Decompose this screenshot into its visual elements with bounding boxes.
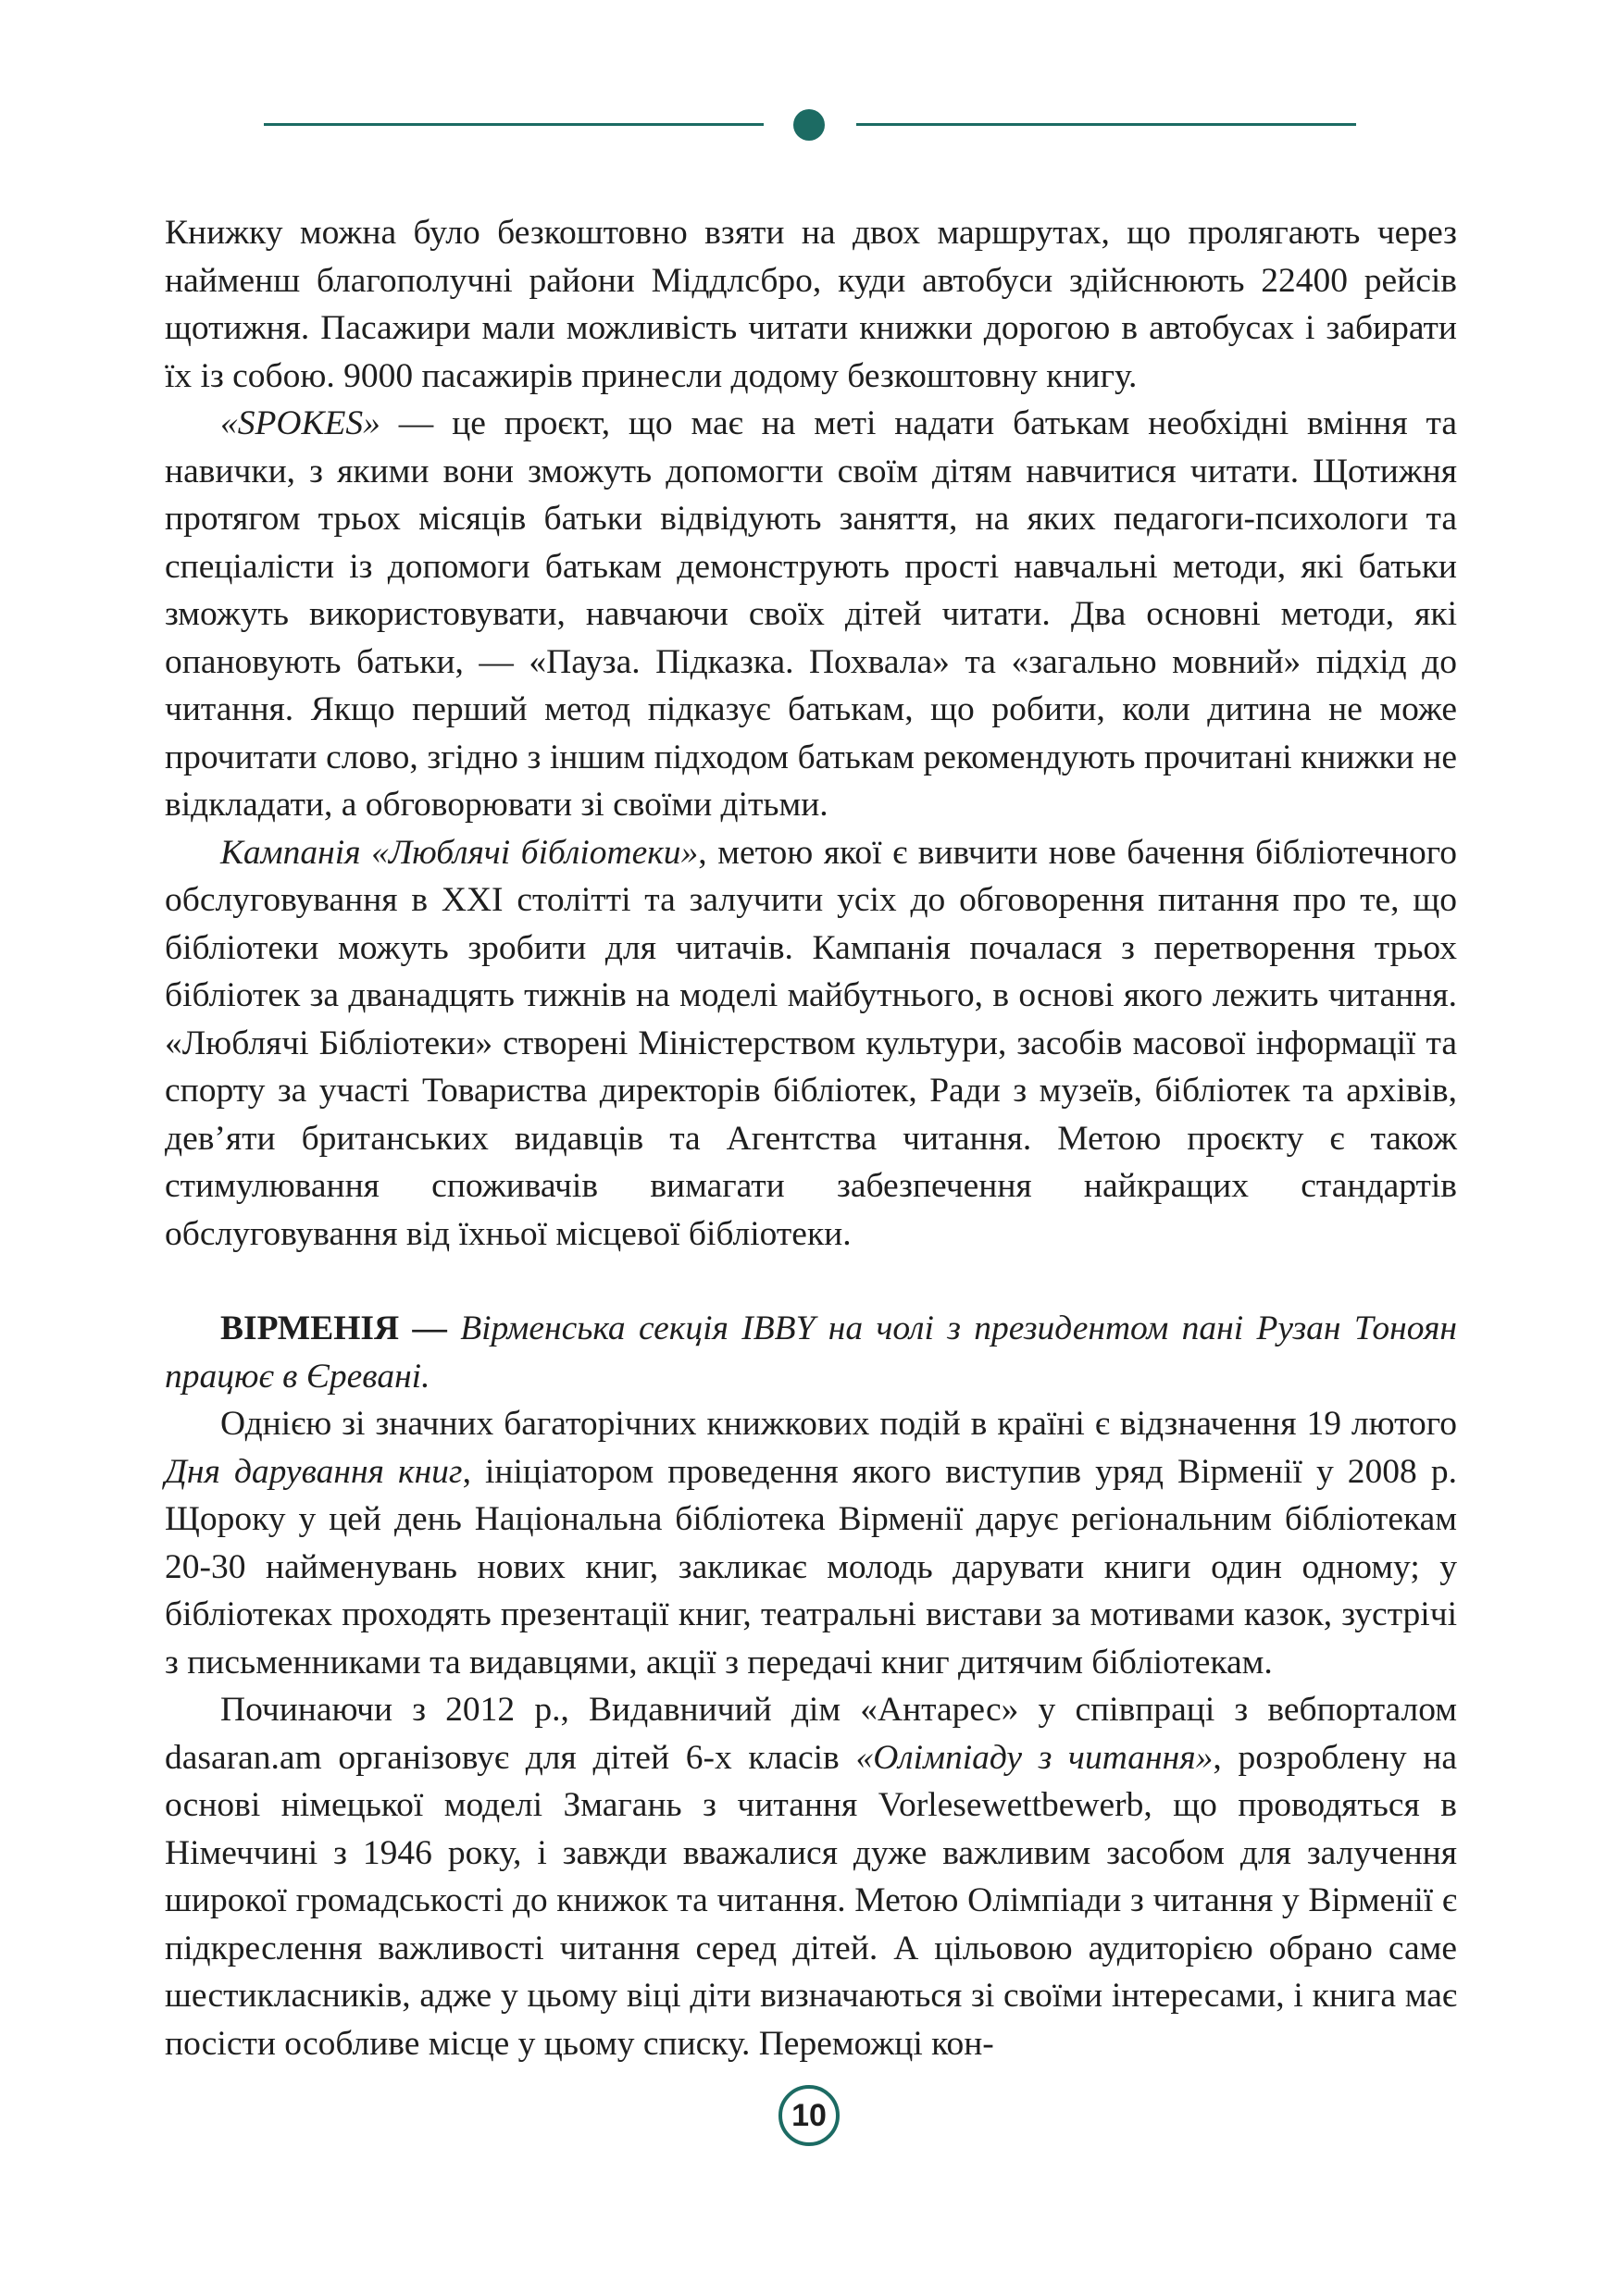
page-number-badge: 10: [778, 2085, 840, 2146]
paragraph-reading-olympiad: Починаючи з 2012 р., Видавничий дім «Антарес» у співпраці з вебпорталом dasaran.am організовує для дітей 6-х класів «Олімпіаду з читання», розроблену на основі німецької моделі Змагань з читання Vorlesewettbewerb, що проводяться в Німеччині з 1946 року, і завжди вважалися дуже важливим засобом для залучення широкої громадськості до книжок та читання. Метою Олімпіади з читання у Вірменії є підкреслення важливості читання серед дітей. А цільовою аудиторією обрано саме шестикласників, адже у цьому віці діти визначаються зі своїми інтересами, і книга має посісти особливе місце у цьому списку. Переможці кон-: [165, 1691, 1457, 2063]
paragraph-armenia-heading: ВІРМЕНІЯ — Вірменська секція IBBY на чолі з президентом пані Рузан Тоноян працює в Єревані.: [165, 1309, 1457, 1396]
ornament-line-right: [856, 123, 1356, 126]
body-text: [165, 209, 1457, 2067]
country-heading: ВІРМЕНІЯ —: [220, 1309, 447, 1347]
paragraph-book-giving-day: Однією зі значних багаторічних книжкових подій в країні є відзначення 19 лютого Дня дарування книг, ініціатором проведення якого виступив уряд Вірменії у 2008 р. Щороку у цей день Національна бібліотека Вірменії дарує регіональним бібліотекам 20-30 найменувань нових книг, закликає молодь дарувати книги один одному; у бібліотеках проходять презентації книг, театральні вистави за мотивами казок, зустрічі з письменниками та видавцями, акції з передачі книг дитячим бібліотекам.: [165, 1405, 1457, 1682]
spokes-title: «SPOKES»: [220, 404, 380, 442]
header-ornament: [264, 105, 1356, 143]
paragraph-spokes: «SPOKES» — це проєкт, що має на меті надати батькам необхідні вміння та навички, з якими вони зможуть допомогти своїм дітям навчитися читати. Щотижня протягом трьох місяців батьки відвідують заняття, на яких педагоги-психологи та спеціалісти із допомоги батькам демонструють прості навчальні методи, які батьки зможуть використовувати, навчаючи своїх дітей читати. Два основні методи, які опановують батьки, — «Пауза. Підказка. Похвала» та «загально мовний» підхід до читання. Якщо перший метод підказує батькам, що робити, коли дитина не може прочитати слово, згідно з іншим підходом батькам рекомендують прочитані книжки не відкладати, а обговорювати зі своїми дітьми.: [165, 404, 1457, 824]
ornament-dot-icon: [793, 109, 825, 141]
ornament-line-left: [264, 123, 764, 126]
paragraph-loving-libraries: Кампанія «Люблячі бібліотеки», метою якої є вивчити нове бачення бібліотечного обслуговування в XXI столітті та залучити усіх до обговорення питання про те, що бібліотеки можуть зробити для читачів. Кампанія почалася з перетворення трьох бібліотек за дванадцять тижнів на моделі майбутнього, в основі якого лежить читання. «Люблячі Бібліотеки» створені Міністерством культури, засобів масової інформації та спорту за участі Товариства директорів бібліотек, Ради з музеїв, бібліотек та архівів, дев’яти британських видавців та Агентства читання. Метою проєкту є також стимулювання споживачів вимагати забезпечення найкращих стандартів обслуговування від їхньої місцевої бібліотеки.: [165, 833, 1457, 1253]
paragraph-1: Книжку можна було безкоштовно взяти на двох маршрутах, що пролягають через найменш благополучні райони Міддлсбро, куди автобуси здійснюють 22400 рейсів щотижня. Пасажири мали можливість читати книжки дорогою в автобусах і забирати їх із собою. 9000 пасажирів принесли додому безкоштовну книгу.: [165, 214, 1457, 395]
loving-libraries-title: Кампанія «Люблячі бібліотеки»: [220, 833, 699, 872]
